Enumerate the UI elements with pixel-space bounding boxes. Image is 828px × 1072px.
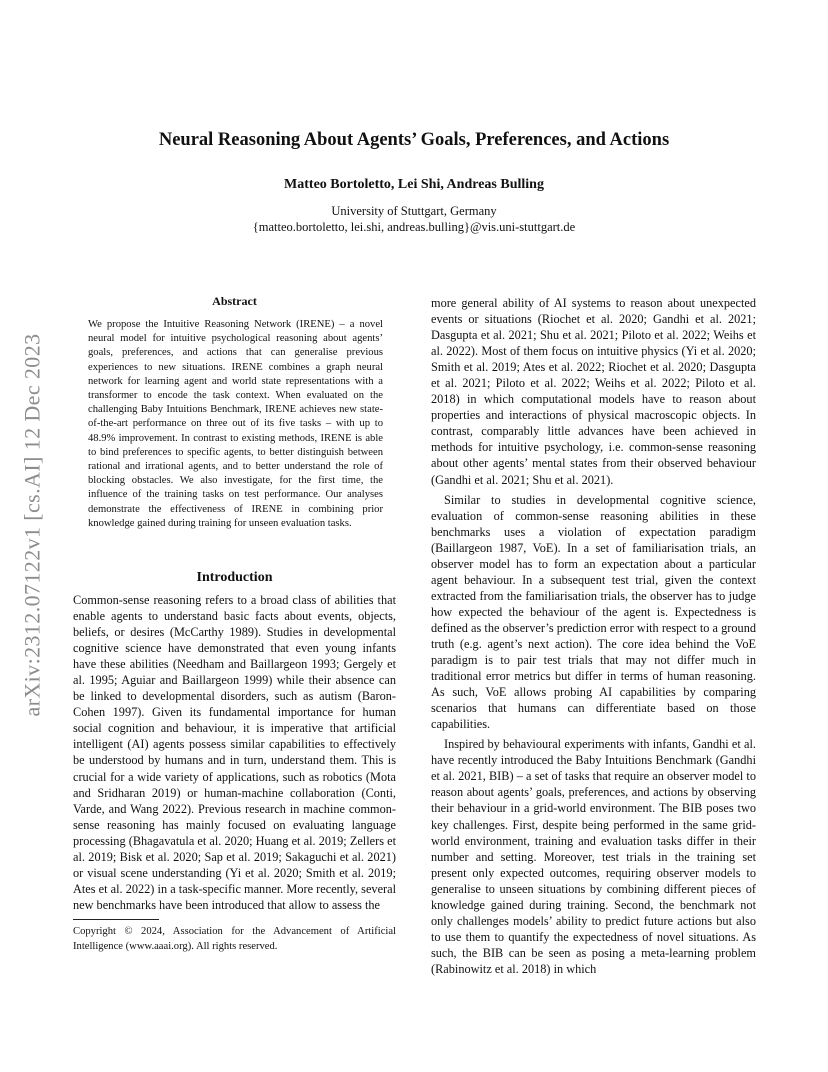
- left-column-body: [73, 592, 396, 913]
- affiliation-block: [0, 203, 828, 235]
- abstract-heading: Abstract: [212, 294, 257, 308]
- footnote-rule: [73, 919, 159, 920]
- author-list: Matteo Bortoletto, Lei Shi, Andreas Bulling: [284, 177, 544, 192]
- abstract-body: We propose the Intuitive Reasoning Network (IRENE) – a novel neural model for intuitive psychological reasoning about agents’ goals, preferences, and actions that can generalise previous experiences to new situations. IRENE combines a graph neural network for learning agent and world state representations with a transformer to encode the task context. When evaluated on the challenging Baby Intuitions Benchmark, IRENE achieves new state-of-the-art performance on three out of its five tasks – with up to 48.9% improvement. In contrast to existing methods, IRENE is able to bind preferences to specific agents, to better distinguish between rational and irrational agents, and to better understand the role of blocking obstacles. We also investigate, for the first time, the influence of the training tasks on test performance. Our analyses demonstrate the effectiveness of IRENE in combining prior knowledge gained during training for unseen evaluation tasks.: [88, 319, 383, 529]
- right-column-body: [431, 295, 756, 977]
- arxiv-identifier-text: arXiv:2312.07122v1 [cs.AI] 12 Dec 2023: [19, 333, 45, 717]
- introduction-heading: Introduction: [196, 570, 273, 585]
- intro-paragraph-1: Common-sense reasoning refers to a broad class of abilities that enable agents to understand basic facts about events, objects, beliefs, or desires (McCarthy 1989). Studies in developmental cognitive science have demonstrated that even young infants have these abilities (Needham and Baillargeon 1993; Gergely et al. 1995; Aguiar and Baillargeon 1999) while their absence can be linked to developmental disorders, such as autism (Baron-Cohen 1997). Given its fundamental importance for human social cognition and behaviour, it is imperative that artificial intelligent (AI) agents possess similar capabilities to effectively be understood by humans and in turn, understand them. This is crucial for a wide variety of applications, such as robotics (Mota and Sridharan 2019) or human-machine collaboration (Conti, Varde, and Wang 2022). Previous research in machine common-sense reasoning has mainly focused on evaluating language processing (Bhagavatula et al. 2020; Huang et al. 2019; Zellers et al. 2019; Bisk et al. 2020; Sap et al. 2019; Sakaguchi et al. 2021) or visual scene understanding (Yi et al. 2020; Smith et al. 2019; Ates et al. 2022) in a task-specific manner. More recently, several new benchmarks have been introduced that allow to assess the: [73, 593, 396, 912]
- affiliation: University of Stuttgart, Germany: [331, 204, 497, 218]
- intro-paragraph-2: more general ability of AI systems to reason about unexpected events or situations (Riochet et al. 2020; Gandhi et al. 2021; Dasgupta et al. 2021; Shu et al. 2021; Piloto et al. 2022; Weihs et al. 2022). Most of them focus on intuitive physics (Yi et al. 2020; Smith et al. 2019; Ates et al. 2022; Riochet et al. 2020; Dasgupta et al. 2021; Piloto et al. 2022; Weihs et al. 2022; Piloto et al. 2018) in which computational models have to reason about properties and interactions of physical macroscopic objects. In contrast, comparably little advances have been achieved in methods for intuitive psychology, i.e. common-sense reasoning about other agents’ mental states from their observed behaviour (Gandhi et al. 2021; Shu et al. 2021).: [431, 296, 756, 487]
- arxiv-identifier-stamp: [10, 290, 54, 760]
- intro-paragraph-3: Similar to studies in developmental cognitive science, evaluation of common-sense reasoning abilities in these benchmarks uses a violation of expectation paradigm (Baillargeon 1987, VoE). In a set of familiarisation trials, an observer model has to form an expectation about a particular agent behaviour. In a subsequent test trial, given the context extracted from the familiarisation trials, the observer has to judge how expected the behaviour of the agent is. Expectedness is defined as the observer’s prediction error with respect to a ground truth (e.g. agent’s next action). The core idea behind the VoE paradigm is to pair test trials that may not differ much in traditional error metrics but differ in terms of human reasoning. As such, VoE allows probing AI capabilities by comparing scenarios that humans can differentiate based on those capabilities.: [431, 492, 756, 732]
- paper-title: Neural Reasoning About Agents’ Goals, Preferences, and Actions: [158, 130, 670, 150]
- intro-paragraph-4: Inspired by behavioural experiments with infants, Gandhi et al. have recently introduced the Baby Intuitions Benchmark (Gandhi et al. 2021, BIB) – a set of tasks that require an observer model to reason about agents’ goals, preferences, and actions by observing their behaviour in a grid-world environment. The BIB poses two key challenges. First, despite being performed in the same grid-world environment, training and evaluation tasks differ in their number and setting. Moreover, test trials in the training set present only expected outcomes, requiring observer models to generalise to unseen situations by combining different pieces of knowledge gained during training. Second, the benchmark not only challenges models’ ability to predict future actions but also to use them to quantify the expectedness of novel situations. As such, the BIB can be seen as posing a meta-learning problem (Rabinowitz et al. 2018) in which: [431, 737, 756, 976]
- copyright-footnote: Copyright © 2024, Association for the Advancement of Artificial Intelligence (www.aaai.org). All rights reserved.: [73, 926, 396, 952]
- author-emails: {matteo.bortoletto, lei.shi, andreas.bulling}@vis.uni-stuttgart.de: [252, 220, 576, 234]
